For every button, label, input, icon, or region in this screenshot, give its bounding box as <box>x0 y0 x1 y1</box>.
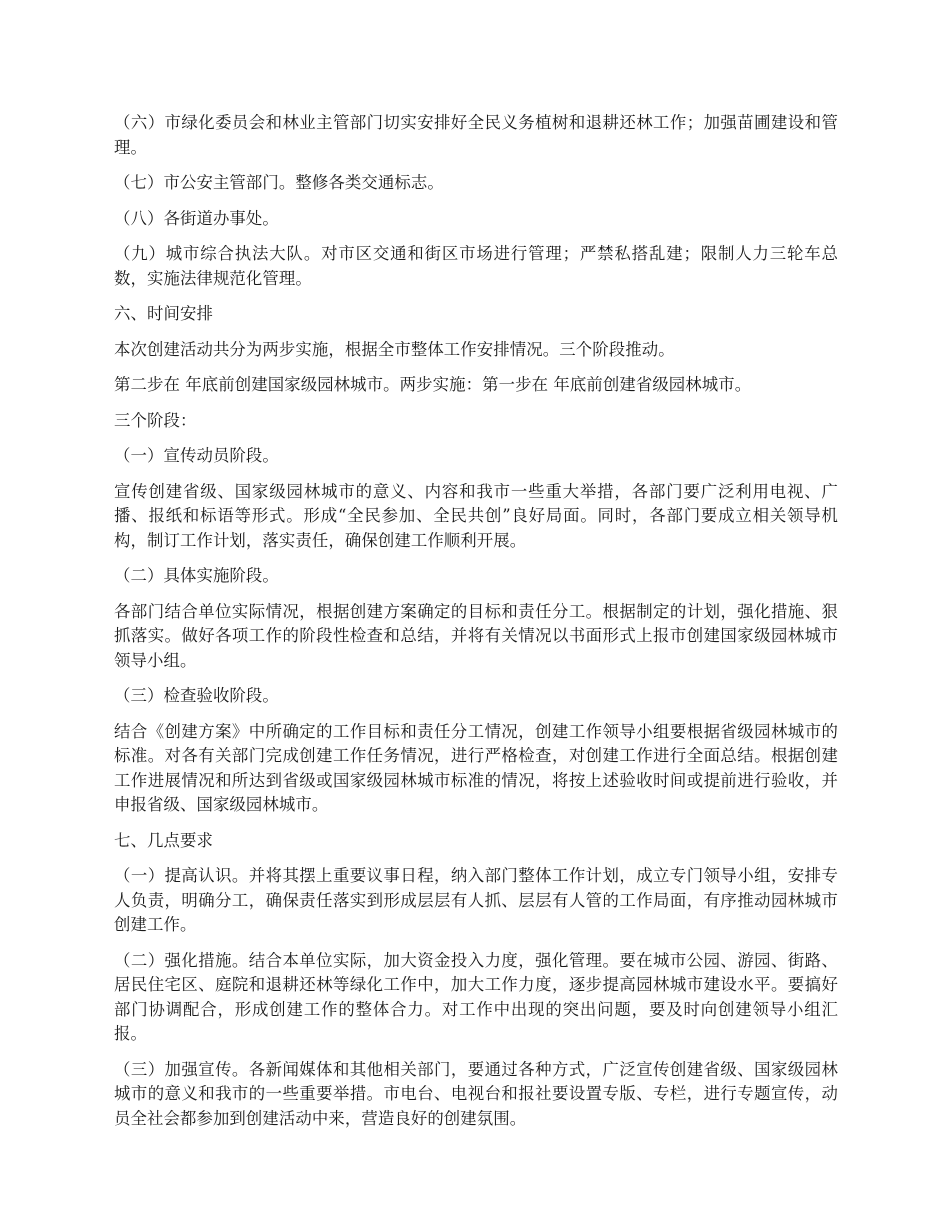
section-heading-requirements: 七、几点要求 <box>114 830 213 850</box>
paragraph-requirement-2: （二）强化措施。结合本单位实际，加大资金投入力度，强化管理。要在城市公园、游园、街路、居民住宅区、庭院和退耕还林等绿化工作中，加大工作力度，逐步提高园林城市建设水平。要搞好部门协调配合，形成创建工作的整体合力。对工作中出现的突出问题，要及时向创建领导小组汇报。 <box>114 950 838 1043</box>
section-heading-schedule: 六、时间安排 <box>114 304 213 323</box>
paragraph-task-9: （九）城市综合执法大队。对市区交通和街区市场进行管理；严禁私搭乱建；限制人力三轮车总数，实施法律规范化管理。 <box>114 244 838 288</box>
paragraph-task-7: （七）市公安主管部门。整修各类交通标志。 <box>114 173 444 192</box>
paragraph-task-8: （八）各街道办事处。 <box>114 208 279 228</box>
stage-heading-publicity: （一）宣传动员阶段。 <box>114 446 279 465</box>
paragraph-implementation-detail: 各部门结合单位实际情况，根据创建方案确定的目标和责任分工。根据制定的计划，强化措施、狠抓落实。做好各项工作的阶段性检查和总结，并将有关情况以书面形式上报市创建国家级园林城市领导小组。 <box>114 601 838 670</box>
paragraph-task-6: （六）市绿化委员会和林业主管部门切实安排好全民义务植树和退耕还林工作；加强苗圃建设和管理。 <box>114 113 838 157</box>
paragraph-publicity-detail: 宣传创建省级、国家级园林城市的意义、内容和我市一些重大举措，各部门要广泛利用电视、广播、报纸和标语等形式。形成“全民参加、全民共创”良好局面。同时，各部门要成立相关领导机构，制订工作计划，落实责任，确保创建工作顺利开展。 <box>114 481 838 550</box>
paragraph-requirement-3: （三）加强宣传。各新闻媒体和其他相关部门，要通过各种方式，广泛宣传创建省级、国家级园林城市的意义和我市的一些重要举措。市电台、电视台和报社要设置专版、专栏，进行专题宣传，动员全社会都参加到创建活动中来，营造良好的创建氛围。 <box>114 1059 838 1128</box>
paragraph-requirement-1: （一）提高认识。并将其摆上重要议事日程，纳入部门整体工作计划，成立专门领导小组，安排专人负责，明确分工，确保责任落实到形成层层有人抓、层层有人管的工作局面，有序推动园林城市创建工作。 <box>114 866 838 934</box>
document-body <box>114 111 838 1142</box>
paragraph-schedule-intro: 本次创建活动共分为两步实施，根据全市整体工作安排情况。三个阶段推动。 <box>114 339 675 359</box>
stage-heading-implementation: （二）具体实施阶段。 <box>114 566 279 585</box>
paragraph-two-steps: 第二步在 年底前创建国家级园林城市。两步实施：第一步在 年底前创建省级园林城市。 <box>114 375 752 394</box>
stage-heading-inspection: （三）检查验收阶段。 <box>114 686 279 705</box>
paragraph-inspection-detail: 结合《创建方案》中所确定的工作目标和责任分工情况，创建工作领导小组要根据省级园林城市的标准。对各有关部门完成创建工作任务情况，进行严格检查，对创建工作进行全面总结。根据创建工作进展情况和所达到省级或国家级园林城市标准的情况，将按上述验收时间或提前进行验收，并申报省级、国家级园林城市。 <box>114 721 838 814</box>
paragraph-three-stages: 三个阶段： <box>114 410 197 430</box>
